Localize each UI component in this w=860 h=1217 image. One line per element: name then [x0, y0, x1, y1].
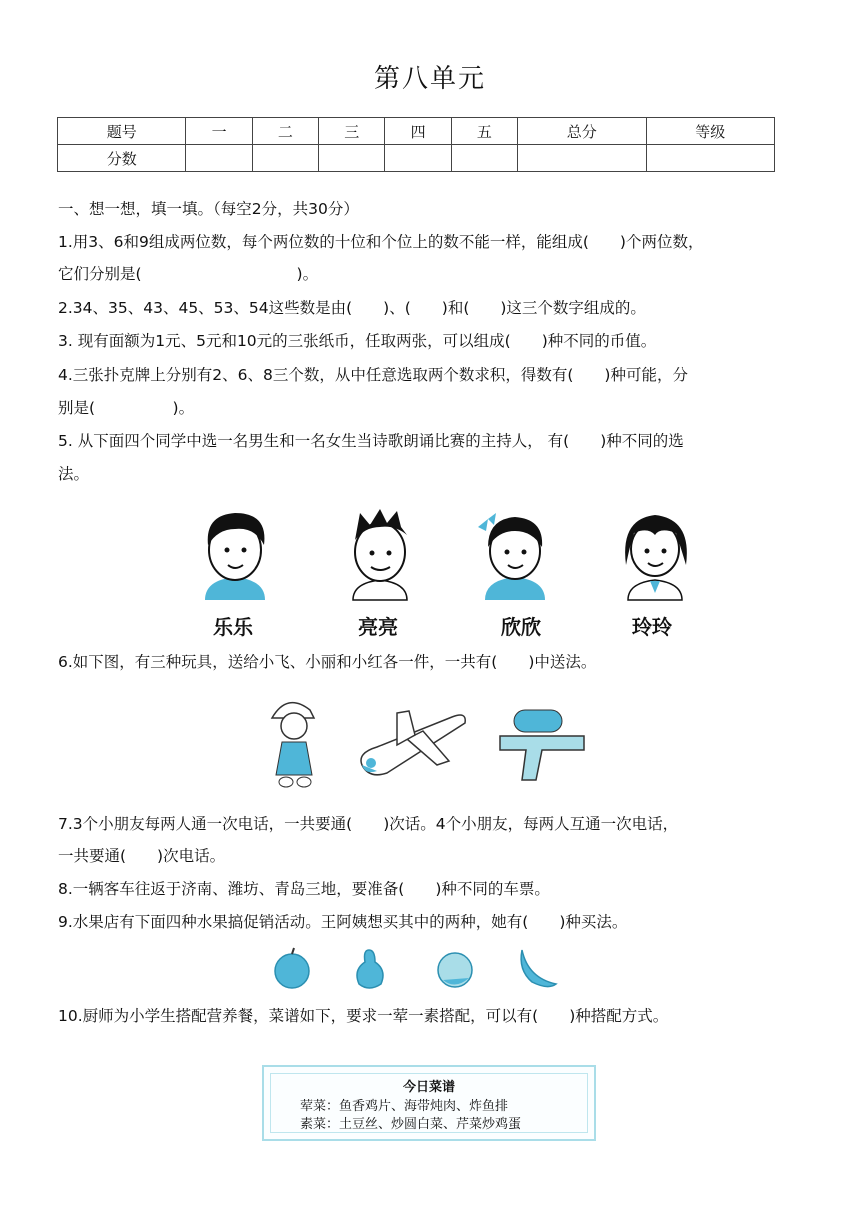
kid-name-lele: 乐乐 [213, 615, 253, 639]
question-5-line-1: 5. 从下面四个同学中选一名男生和一名女生当诗歌朗诵比赛的主持人， 有( )种不同的选 [58, 432, 684, 450]
question-4-line-2: 别是( )。 [58, 399, 195, 417]
score-header-cell: 一 [186, 118, 252, 145]
kid-name-xinxin: 欣欣 [501, 615, 541, 639]
menu-vegetable-dishes: 素菜：土豆丝、炒圆白菜、芹菜炒鸡蛋 [300, 1117, 522, 1132]
score-header-cell: 等级 [646, 118, 774, 145]
question-2: 2.34、35、43、45、53、54这些数是由( )、( )和( )这三个数字组成的。 [58, 299, 646, 317]
score-header-cell: 二 [252, 118, 318, 145]
kid-lingling-figure [625, 515, 687, 600]
question-3: 3. 现有面额为1元、5元和10元的三张纸币，任取两张，可以组成( )种不同的币值。 [58, 332, 657, 350]
kid-xinxin-figure [478, 513, 545, 600]
score-header-cell: 五 [451, 118, 517, 145]
peach-icon [438, 953, 472, 987]
score-header-cell: 题号 [58, 118, 186, 145]
toys-illustration [262, 690, 592, 795]
score-cell[interactable] [646, 145, 774, 172]
kid-name-liangliang: 亮亮 [358, 615, 398, 639]
airplane-icon [361, 711, 465, 775]
score-header-cell: 总分 [518, 118, 646, 145]
question-5-line-2: 法。 [58, 465, 90, 483]
score-cell[interactable] [451, 145, 517, 172]
score-cell[interactable] [252, 145, 318, 172]
question-7-line-2: 一共要通( )次电话。 [58, 847, 226, 865]
menu-card [262, 1065, 596, 1141]
fruits-illustration [268, 944, 568, 994]
kid-lele-figure [205, 513, 265, 600]
water-gun-icon [500, 710, 584, 780]
score-cell[interactable] [385, 145, 451, 172]
question-7-line-1: 7.3个小朋友每两人通一次电话，一共要通( )次话。4个小朋友，每两人互通一次电话， [58, 815, 679, 833]
question-9: 9.水果店有下面四种水果搞促销活动。王阿姨想买其中的两种，她有( )种买法。 [58, 913, 628, 931]
question-6: 6.如下图，有三种玩具，送给小飞、小丽和小红各一件，一共有( )中送法。 [58, 653, 597, 671]
question-10: 10.厨师为小学生搭配营养餐，菜谱如下，要求一荤一素搭配，可以有( )种搭配方式。 [58, 1007, 669, 1025]
doll-icon [272, 703, 314, 787]
page-title: 第八单元 [373, 64, 486, 94]
score-header-cell: 三 [319, 118, 385, 145]
score-table [57, 117, 775, 172]
kid-liangliang-figure [353, 509, 407, 600]
question-4-line-1: 4.三张扑克牌上分别有2、6、8三个数，从中任意选取两个数求积，得数有( )种可能，分 [58, 366, 688, 384]
score-table-score-row [58, 145, 775, 172]
students-illustration [190, 505, 710, 610]
score-cell[interactable] [319, 145, 385, 172]
apple-icon [275, 948, 309, 988]
section-heading: 一、想一想，填一填。（每空2分，共30分） [58, 200, 359, 218]
score-cell[interactable] [186, 145, 252, 172]
question-8: 8.一辆客车往返于济南、潍坊、青岛三地，要准备( )种不同的车票。 [58, 880, 550, 898]
pear-icon [357, 950, 383, 988]
score-cell[interactable] [518, 145, 646, 172]
score-table-header-row [58, 118, 775, 145]
question-1-line-1: 1.用3、6和9组成两位数，每个两位数的十位和个位上的数不能一样，能组成( )个两位数， [58, 233, 704, 251]
menu-title: 今日菜谱 [402, 1080, 455, 1095]
menu-meat-dishes: 荤菜：鱼香鸡片、海带炖肉、炸鱼排 [300, 1099, 509, 1114]
score-header-cell: 四 [385, 118, 451, 145]
banana-icon [521, 950, 556, 987]
question-1-line-2: 它们分别是( )。 [58, 265, 319, 283]
score-row-label: 分数 [58, 145, 186, 172]
kid-name-lingling: 玲玲 [632, 615, 672, 639]
